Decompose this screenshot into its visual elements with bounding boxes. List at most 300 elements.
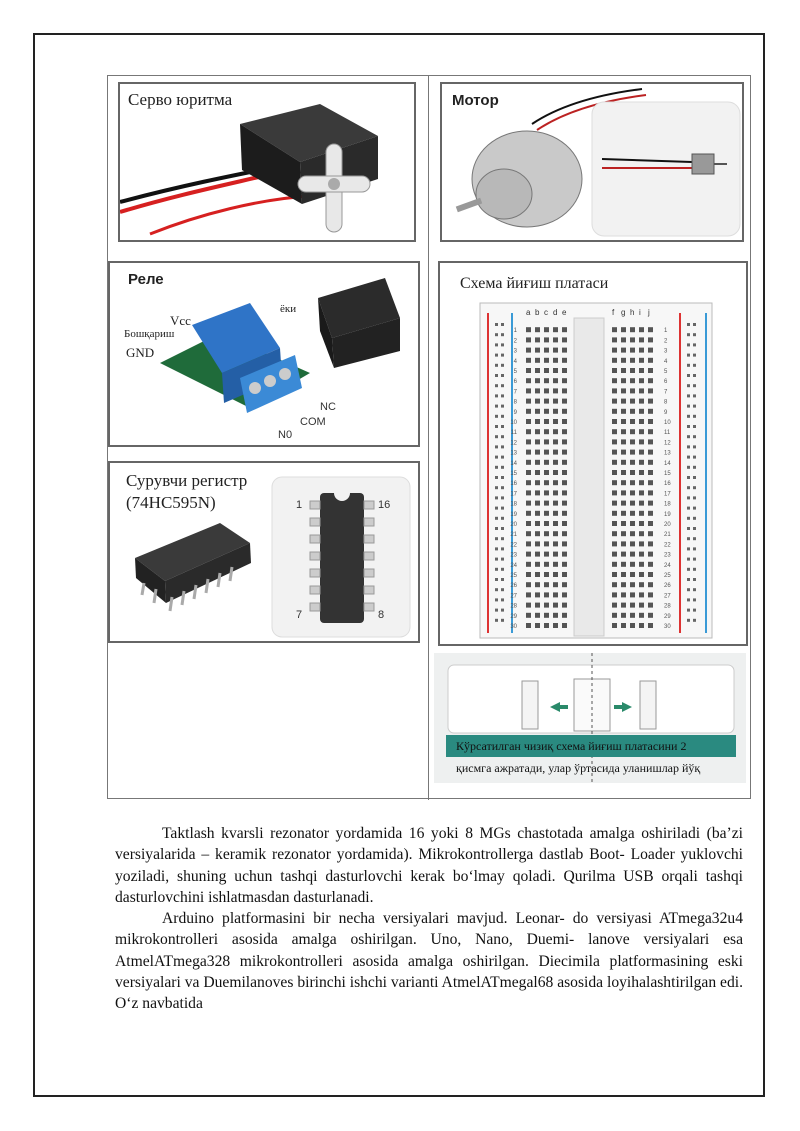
- rail-hole: [495, 507, 498, 510]
- row-number: 12: [510, 440, 517, 447]
- rail-hole: [495, 323, 498, 326]
- breadboard-hole: [612, 480, 617, 485]
- breadboard-hole: [612, 348, 617, 353]
- breadboard-image: [440, 263, 748, 646]
- breadboard-caption-bar: Кўрсатилган чизиқ схема йиғиш платасини 2: [446, 735, 736, 757]
- pin-7-label: 7: [296, 609, 303, 621]
- breadboard-hole: [648, 399, 653, 404]
- rail-hole: [501, 486, 504, 489]
- breadboard-hole: [630, 399, 635, 404]
- breadboard-hole: [630, 480, 635, 485]
- rail-hole: [693, 568, 696, 571]
- row-number: 10: [510, 420, 517, 426]
- breadboard-hole: [535, 409, 540, 414]
- breadboard-hole: [639, 490, 644, 495]
- rail-hole: [693, 598, 696, 601]
- breadboard-hole: [648, 480, 653, 485]
- row-number: 10: [664, 420, 671, 426]
- servo-title: Серво юритма: [128, 90, 233, 109]
- breadboard-hole: [621, 439, 626, 444]
- relay-panel: [108, 261, 420, 447]
- rail-hole: [495, 435, 498, 438]
- rail-hole: [495, 588, 498, 591]
- rail-hole: [495, 568, 498, 571]
- rail-hole: [501, 507, 504, 510]
- rail-hole: [693, 333, 696, 336]
- breadboard-hole: [553, 399, 558, 404]
- relay-gnd-label: GND: [126, 345, 155, 360]
- breadboard-hole: [621, 378, 626, 383]
- rail-hole: [687, 333, 690, 336]
- breadboard-hole: [535, 541, 540, 546]
- breadboard-hole: [544, 378, 549, 383]
- breadboard-hole: [526, 603, 531, 608]
- row-number: 12: [664, 440, 671, 447]
- breadboard-hole: [526, 327, 531, 332]
- breadboard-hole: [562, 378, 567, 383]
- row-number: 24: [510, 562, 517, 569]
- breadboard-hole: [621, 521, 626, 526]
- column-label: f: [612, 308, 615, 317]
- breadboard-hole: [553, 592, 558, 597]
- breadboard-hole: [621, 460, 626, 465]
- rail-hole: [501, 354, 504, 357]
- breadboard-hole: [553, 562, 558, 567]
- breadboard-hole: [562, 582, 567, 587]
- rail-hole: [693, 445, 696, 448]
- breadboard-hole: [630, 592, 635, 597]
- row-number: 21: [664, 532, 671, 539]
- row-number: 8: [513, 399, 517, 406]
- rail-hole: [687, 517, 690, 520]
- breadboard-hole: [562, 623, 567, 628]
- breadboard-hole: [612, 511, 617, 516]
- column-label: g: [621, 308, 626, 317]
- breadboard-hole: [648, 541, 653, 546]
- breadboard-hole: [621, 337, 626, 342]
- breadboard-hole: [526, 613, 531, 618]
- rail-hole: [687, 384, 690, 387]
- breadboard-hole: [544, 460, 549, 465]
- rail-hole: [687, 486, 690, 489]
- rail-hole: [693, 537, 696, 540]
- row-number: 9: [513, 409, 517, 416]
- relay-no-label: N0: [278, 429, 293, 441]
- breadboard-hole: [648, 368, 653, 373]
- breadboard-hole: [535, 572, 540, 577]
- row-number: 20: [664, 522, 671, 528]
- rail-hole: [693, 323, 696, 326]
- breadboard-hole: [535, 327, 540, 332]
- breadboard-hole: [612, 531, 617, 536]
- body-text: [115, 823, 743, 1015]
- rail-hole: [687, 374, 690, 377]
- column-label: i: [639, 308, 641, 317]
- row-number: 5: [513, 369, 517, 375]
- breadboard-hole: [553, 490, 558, 495]
- rail-hole: [693, 547, 696, 550]
- breadboard-hole: [535, 521, 540, 526]
- breadboard-hole: [612, 562, 617, 567]
- rail-hole: [693, 354, 696, 357]
- breadboard-hole: [526, 623, 531, 628]
- breadboard-hole: [630, 368, 635, 373]
- rail-hole: [495, 619, 498, 622]
- breadboard-hole: [535, 531, 540, 536]
- row-number: 14: [510, 460, 517, 467]
- breadboard-hole: [639, 562, 644, 567]
- relay-image: [110, 263, 420, 447]
- breadboard-hole: [544, 531, 549, 536]
- breadboard-hole: [544, 603, 549, 608]
- breadboard-hole: [553, 552, 558, 557]
- breadboard-hole: [630, 603, 635, 608]
- breadboard-hole: [526, 439, 531, 444]
- row-number: 1: [664, 328, 668, 335]
- breadboard-hole: [648, 419, 653, 424]
- breadboard-hole: [612, 603, 617, 608]
- breadboard-hole: [535, 460, 540, 465]
- breadboard-hole: [526, 501, 531, 506]
- breadboard-hole: [621, 450, 626, 455]
- breadboard-hole: [648, 327, 653, 332]
- rail-hole: [687, 507, 690, 510]
- breadboard-hole: [639, 521, 644, 526]
- breadboard-hole: [621, 490, 626, 495]
- breadboard-hole: [639, 613, 644, 618]
- breadboard-hole: [612, 572, 617, 577]
- breadboard-hole: [553, 450, 558, 455]
- column-label: h: [630, 308, 635, 317]
- breadboard-hole: [535, 480, 540, 485]
- breadboard-hole: [612, 552, 617, 557]
- rail-hole: [687, 476, 690, 479]
- rail-hole: [495, 517, 498, 520]
- breadboard-hole: [544, 562, 549, 567]
- breadboard-hole: [621, 358, 626, 363]
- breadboard-hole: [562, 572, 567, 577]
- rail-hole: [687, 496, 690, 499]
- breadboard-hole: [562, 552, 567, 557]
- breadboard-hole: [630, 562, 635, 567]
- breadboard-hole: [562, 501, 567, 506]
- column-label: a: [526, 308, 531, 317]
- row-number: 26: [664, 583, 671, 590]
- rail-hole: [501, 517, 504, 520]
- row-number: 13: [664, 450, 671, 457]
- breadboard-hole: [526, 378, 531, 383]
- breadboard-hole: [612, 439, 617, 444]
- row-number: 22: [664, 542, 671, 549]
- rail-hole: [495, 598, 498, 601]
- servo-image: [120, 84, 416, 242]
- breadboard-hole: [526, 531, 531, 536]
- breadboard-hole: [621, 531, 626, 536]
- breadboard-hole: [621, 582, 626, 587]
- breadboard-hole: [526, 388, 531, 393]
- rail-hole: [501, 435, 504, 438]
- row-number: 6: [664, 379, 668, 386]
- relay-title: Реле: [128, 271, 164, 288]
- rail-hole: [501, 364, 504, 367]
- rail-hole: [495, 364, 498, 367]
- breadboard-hole: [553, 511, 558, 516]
- breadboard-hole: [562, 399, 567, 404]
- rail-hole: [495, 537, 498, 540]
- rail-hole: [495, 394, 498, 397]
- paragraph-2: Arduino platformasini bir necha versiyalari mavjud. Leonar- do versiyasi ATmega32u4 mikrokontrolleri asosida amalga oshirilgan. Uno, Nano, Duemi- lanove versiyalari esa AtmelATmega328 mikrokontrolleri asosida amalga oshirilgan. Diecimila platformasining eski versiyalari va Duemilanoves birinchi ishchi varianti AtmelATmegal68 asosida loyihalashtirilgan edi. O‘z navbatida: [115, 910, 743, 1013]
- breadboard-hole: [612, 592, 617, 597]
- breadboard-hole: [648, 572, 653, 577]
- rail-hole: [693, 384, 696, 387]
- rail-hole: [495, 476, 498, 479]
- rail-hole: [693, 374, 696, 377]
- breadboard-hole: [639, 501, 644, 506]
- breadboard-hole: [535, 337, 540, 342]
- breadboard-hole: [612, 419, 617, 424]
- breadboard-hole: [648, 592, 653, 597]
- breadboard-hole: [526, 541, 531, 546]
- row-number: 28: [664, 603, 671, 610]
- breadboard-hole: [612, 378, 617, 383]
- row-number: 29: [510, 613, 517, 620]
- rail-hole: [687, 364, 690, 367]
- breadboard-hole: [526, 521, 531, 526]
- breadboard-hole: [544, 582, 549, 587]
- breadboard-hole: [535, 552, 540, 557]
- column-label: e: [562, 308, 567, 317]
- breadboard-hole: [612, 521, 617, 526]
- rail-hole: [501, 425, 504, 428]
- breadboard-hole: [612, 388, 617, 393]
- breadboard-hole: [535, 388, 540, 393]
- breadboard-title: Схема йиғиш платаси: [460, 275, 609, 292]
- breadboard-hole: [639, 531, 644, 536]
- breadboard-hole: [630, 511, 635, 516]
- breadboard-hole: [612, 450, 617, 455]
- breadboard-hole: [562, 603, 567, 608]
- row-number: 17: [510, 491, 517, 498]
- rail-hole: [687, 588, 690, 591]
- rail-hole: [687, 568, 690, 571]
- rail-hole: [495, 527, 498, 530]
- breadboard-hole: [535, 562, 540, 567]
- row-number: 16: [664, 481, 671, 488]
- breadboard-hole: [562, 562, 567, 567]
- breadboard-hole: [612, 541, 617, 546]
- rail-hole: [501, 558, 504, 561]
- shift-register-panel: [108, 461, 420, 643]
- breadboard-hole: [562, 521, 567, 526]
- breadboard-hole: [639, 388, 644, 393]
- row-number: 13: [510, 450, 517, 457]
- breadboard-hole: [621, 480, 626, 485]
- rail-hole: [687, 547, 690, 550]
- breadboard-hole: [526, 348, 531, 353]
- breadboard-hole: [639, 480, 644, 485]
- rail-hole: [693, 507, 696, 510]
- rail-hole: [687, 343, 690, 346]
- breadboard-hole: [544, 327, 549, 332]
- breadboard-hole: [648, 531, 653, 536]
- breadboard-hole: [612, 358, 617, 363]
- breadboard-hole: [553, 439, 558, 444]
- breadboard-hole: [544, 337, 549, 342]
- breadboard-hole: [639, 460, 644, 465]
- breadboard-hole: [630, 541, 635, 546]
- rail-hole: [693, 609, 696, 612]
- breadboard-hole: [562, 490, 567, 495]
- breadboard-hole: [553, 521, 558, 526]
- breadboard-hole: [630, 623, 635, 628]
- row-number: 2: [513, 338, 517, 345]
- breadboard-hole: [639, 572, 644, 577]
- breadboard-hole: [553, 419, 558, 424]
- rail-hole: [693, 343, 696, 346]
- rail-hole: [501, 619, 504, 622]
- rail-hole: [687, 578, 690, 581]
- relay-com-label: COM: [300, 416, 326, 428]
- row-number: 3: [664, 348, 668, 355]
- breadboard-hole: [526, 572, 531, 577]
- rail-hole: [495, 343, 498, 346]
- breadboard-hole: [544, 511, 549, 516]
- rail-hole: [501, 415, 504, 418]
- breadboard-hole: [562, 409, 567, 414]
- breadboard-hole: [535, 348, 540, 353]
- motor-panel: [440, 82, 744, 242]
- rail-hole: [693, 364, 696, 367]
- breadboard-hole: [639, 439, 644, 444]
- breadboard-hole: [562, 592, 567, 597]
- breadboard-hole: [612, 470, 617, 475]
- rail-hole: [693, 486, 696, 489]
- breadboard-hole: [553, 409, 558, 414]
- breadboard-hole: [648, 450, 653, 455]
- breadboard-hole: [553, 460, 558, 465]
- breadboard-hole: [621, 348, 626, 353]
- rail-hole: [693, 496, 696, 499]
- rail-hole: [501, 568, 504, 571]
- rail-hole: [501, 588, 504, 591]
- breadboard-hole: [648, 562, 653, 567]
- shift-register-title: Сурувчи регистр: [126, 471, 248, 490]
- breadboard-hole: [630, 460, 635, 465]
- rail-hole: [495, 496, 498, 499]
- breadboard-hole: [544, 552, 549, 557]
- row-number: 21: [510, 532, 517, 539]
- breadboard-hole: [526, 480, 531, 485]
- rail-hole: [501, 496, 504, 499]
- row-number: 23: [510, 552, 517, 559]
- breadboard-hole: [553, 429, 558, 434]
- breadboard-hole: [562, 511, 567, 516]
- breadboard-hole: [526, 490, 531, 495]
- rail-hole: [693, 619, 696, 622]
- breadboard-hole: [648, 470, 653, 475]
- breadboard-hole: [639, 603, 644, 608]
- breadboard-hole: [535, 429, 540, 434]
- row-number: 7: [664, 389, 668, 396]
- rail-hole: [693, 517, 696, 520]
- breadboard-hole: [544, 450, 549, 455]
- row-number: 25: [510, 573, 517, 579]
- breadboard-hole: [621, 511, 626, 516]
- breadboard-hole: [544, 541, 549, 546]
- rail-hole: [495, 374, 498, 377]
- breadboard-hole: [553, 358, 558, 363]
- breadboard-hole: [553, 623, 558, 628]
- breadboard-hole: [639, 623, 644, 628]
- breadboard-hole: [639, 552, 644, 557]
- breadboard-hole: [639, 368, 644, 373]
- breadboard-hole: [630, 582, 635, 587]
- breadboard-hole: [535, 399, 540, 404]
- rail-hole: [693, 578, 696, 581]
- breadboard-hole: [639, 541, 644, 546]
- breadboard-hole: [544, 613, 549, 618]
- breadboard-hole: [621, 541, 626, 546]
- breadboard-hole: [535, 582, 540, 587]
- breadboard-hole: [648, 490, 653, 495]
- rail-hole: [693, 588, 696, 591]
- breadboard-hole: [630, 378, 635, 383]
- relay-or-label: ёки: [280, 303, 297, 315]
- rail-hole: [687, 598, 690, 601]
- row-number: 1: [513, 328, 517, 335]
- column-label: j: [648, 308, 650, 317]
- breadboard-hole: [639, 399, 644, 404]
- breadboard-hole: [544, 368, 549, 373]
- breadboard-hole: [526, 460, 531, 465]
- rail-hole: [501, 374, 504, 377]
- breadboard-hole: [648, 358, 653, 363]
- breadboard-hole: [639, 327, 644, 332]
- rail-hole: [501, 598, 504, 601]
- breadboard-hole: [562, 541, 567, 546]
- breadboard-hole: [639, 378, 644, 383]
- breadboard-hole: [630, 439, 635, 444]
- breadboard-hole: [553, 378, 558, 383]
- breadboard-hole: [621, 603, 626, 608]
- breadboard-hole: [544, 470, 549, 475]
- rail-hole: [495, 466, 498, 469]
- breadboard-hole: [630, 572, 635, 577]
- breadboard-hole: [526, 399, 531, 404]
- breadboard-hole: [621, 399, 626, 404]
- breadboard-hole: [621, 429, 626, 434]
- column-label: c: [544, 308, 548, 317]
- rail-hole: [501, 527, 504, 530]
- breadboard-hole: [621, 409, 626, 414]
- row-number: 11: [664, 430, 671, 437]
- rail-hole: [687, 619, 690, 622]
- breadboard-hole: [562, 480, 567, 485]
- breadboard-hole: [639, 429, 644, 434]
- row-number: 19: [664, 511, 671, 518]
- row-number: 30: [510, 624, 517, 630]
- breadboard-hole: [562, 337, 567, 342]
- breadboard-hole: [526, 582, 531, 587]
- breadboard-hole: [535, 419, 540, 424]
- breadboard-hole: [535, 368, 540, 373]
- rail-hole: [693, 405, 696, 408]
- rail-hole: [687, 354, 690, 357]
- breadboard-hole: [526, 368, 531, 373]
- breadboard-hole: [562, 470, 567, 475]
- breadboard-hole: [630, 521, 635, 526]
- row-number: 20: [510, 522, 517, 528]
